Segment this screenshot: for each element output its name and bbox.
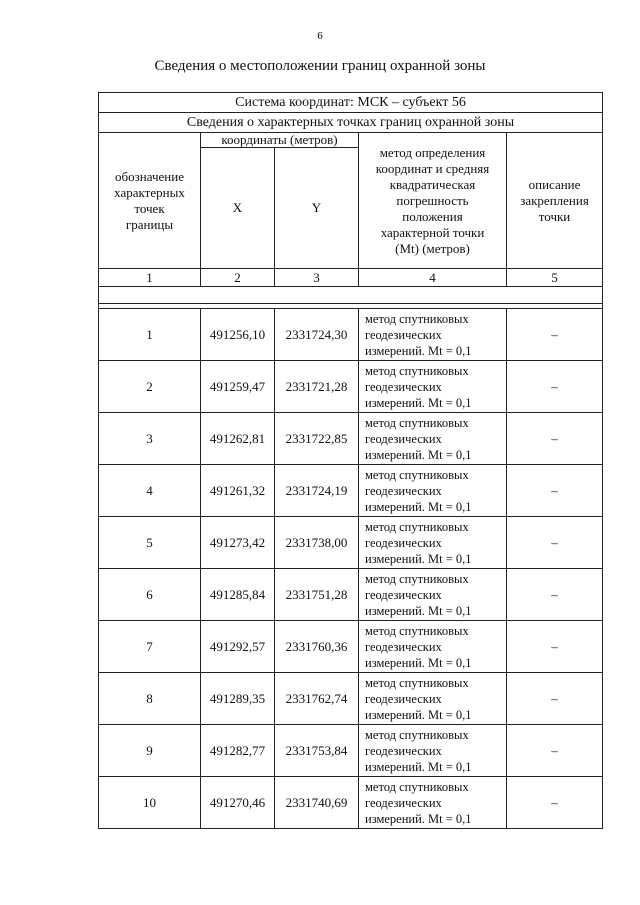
points-info-row xyxy=(99,113,603,133)
empty-row xyxy=(99,287,603,304)
table-row xyxy=(99,465,603,517)
points-info-cell: Сведения о характерных точках границ охранной зоны xyxy=(99,113,603,133)
point-id-cell: 10 xyxy=(99,777,201,829)
header-method-line: характерной точки xyxy=(380,224,485,240)
description-cell: – xyxy=(507,621,603,673)
table-row xyxy=(99,673,603,725)
description-cell: – xyxy=(507,309,603,361)
header-x: X xyxy=(201,148,275,269)
header-row xyxy=(99,133,603,148)
table-row xyxy=(99,621,603,673)
method-line: метод спутниковых xyxy=(365,779,469,794)
empty-cell xyxy=(99,287,603,304)
header-method-line: координат и средняя xyxy=(375,160,490,176)
method-line: измерений. Mt = 0,1 xyxy=(365,343,472,358)
method-cell xyxy=(359,309,507,361)
method-cell xyxy=(359,725,507,777)
method-line: измерений. Mt = 0,1 xyxy=(365,395,472,410)
header-coordinates: координаты (метров) xyxy=(201,133,359,148)
description-cell: – xyxy=(507,361,603,413)
method-line: геодезических xyxy=(365,743,442,758)
header-description-line: закрепления xyxy=(520,192,589,208)
point-id-cell: 6 xyxy=(99,569,201,621)
method-line: метод спутниковых xyxy=(365,571,469,586)
table-row xyxy=(99,361,603,413)
column-numbers-row xyxy=(99,269,603,287)
table-row xyxy=(99,569,603,621)
header-designation-line: обозначение xyxy=(115,168,184,184)
y-coordinate-cell: 2331724,30 xyxy=(275,309,359,361)
method-line: метод спутниковых xyxy=(365,727,469,742)
y-coordinate-cell: 2331738,00 xyxy=(275,517,359,569)
x-coordinate-cell: 491270,46 xyxy=(201,777,275,829)
description-cell: – xyxy=(507,465,603,517)
point-id-cell: 5 xyxy=(99,517,201,569)
method-line: метод спутниковых xyxy=(365,675,469,690)
header-description-line: описание xyxy=(528,176,581,192)
document-title: Сведения о местоположении границ охранной зоны xyxy=(154,58,486,74)
column-number: 1 xyxy=(99,269,201,287)
table-row xyxy=(99,725,603,777)
header-method-line: (Mt) (метров) xyxy=(395,240,470,256)
column-number: 5 xyxy=(507,269,603,287)
method-cell xyxy=(359,569,507,621)
column-number: 3 xyxy=(275,269,359,287)
header-designation-line: характерных xyxy=(114,184,185,200)
header-y: Y xyxy=(275,148,359,269)
x-coordinate-cell: 491289,35 xyxy=(201,673,275,725)
method-line: метод спутниковых xyxy=(365,519,469,534)
description-cell: – xyxy=(507,725,603,777)
method-line: метод спутниковых xyxy=(365,415,469,430)
method-cell xyxy=(359,621,507,673)
x-coordinate-cell: 491259,47 xyxy=(201,361,275,413)
point-id-cell: 4 xyxy=(99,465,201,517)
x-coordinate-cell: 491273,42 xyxy=(201,517,275,569)
point-id-cell: 3 xyxy=(99,413,201,465)
method-cell xyxy=(359,413,507,465)
method-cell xyxy=(359,673,507,725)
y-coordinate-cell: 2331753,84 xyxy=(275,725,359,777)
column-number: 2 xyxy=(201,269,275,287)
method-line: геодезических xyxy=(365,327,442,342)
description-cell: – xyxy=(507,413,603,465)
coord-system-row xyxy=(99,93,603,113)
method-line: измерений. Mt = 0,1 xyxy=(365,707,472,722)
point-id-cell: 8 xyxy=(99,673,201,725)
x-coordinate-cell: 491262,81 xyxy=(201,413,275,465)
x-coordinate-cell: 491261,32 xyxy=(201,465,275,517)
method-cell xyxy=(359,517,507,569)
method-cell xyxy=(359,361,507,413)
method-line: геодезических xyxy=(365,587,442,602)
header-method-line: метод определения xyxy=(379,144,486,160)
method-line: геодезических xyxy=(365,379,442,394)
x-coordinate-cell: 491292,57 xyxy=(201,621,275,673)
method-line: метод спутниковых xyxy=(365,311,469,326)
method-line: геодезических xyxy=(365,535,442,550)
description-cell: – xyxy=(507,517,603,569)
table-row xyxy=(99,309,603,361)
header-designation xyxy=(99,133,201,269)
method-line: метод спутниковых xyxy=(365,623,469,638)
point-id-cell: 7 xyxy=(99,621,201,673)
table-row xyxy=(99,517,603,569)
header-description xyxy=(507,133,603,269)
point-id-cell: 1 xyxy=(99,309,201,361)
y-coordinate-cell: 2331722,85 xyxy=(275,413,359,465)
method-line: измерений. Mt = 0,1 xyxy=(365,447,472,462)
method-line: метод спутниковых xyxy=(365,467,469,482)
y-coordinate-cell: 2331751,28 xyxy=(275,569,359,621)
method-line: измерений. Mt = 0,1 xyxy=(365,655,472,670)
method-cell xyxy=(359,465,507,517)
x-coordinate-cell: 491285,84 xyxy=(201,569,275,621)
header-designation-line: границы xyxy=(125,216,174,232)
table-row xyxy=(99,413,603,465)
coordinates-table xyxy=(98,92,603,829)
description-cell: – xyxy=(507,777,603,829)
method-line: измерений. Mt = 0,1 xyxy=(365,811,472,826)
header-description-line: точки xyxy=(538,208,571,224)
table-row xyxy=(99,777,603,829)
method-line: геодезических xyxy=(365,483,442,498)
method-line: геодезических xyxy=(365,795,442,810)
y-coordinate-cell: 2331721,28 xyxy=(275,361,359,413)
method-line: геодезических xyxy=(365,431,442,446)
method-cell xyxy=(359,777,507,829)
method-line: измерений. Mt = 0,1 xyxy=(365,551,472,566)
header-designation-line: точек xyxy=(134,200,165,216)
y-coordinate-cell: 2331724,19 xyxy=(275,465,359,517)
header-method-line: погрешность xyxy=(396,192,469,208)
header-method xyxy=(359,133,507,269)
x-coordinate-cell: 491256,10 xyxy=(201,309,275,361)
point-id-cell: 2 xyxy=(99,361,201,413)
y-coordinate-cell: 2331760,36 xyxy=(275,621,359,673)
point-id-cell: 9 xyxy=(99,725,201,777)
header-method-line: квадратическая xyxy=(389,176,476,192)
x-coordinate-cell: 491282,77 xyxy=(201,725,275,777)
page-number: 6 xyxy=(317,30,323,42)
column-number: 4 xyxy=(359,269,507,287)
header-method-line: положения xyxy=(402,208,463,224)
y-coordinate-cell: 2331740,69 xyxy=(275,777,359,829)
description-cell: – xyxy=(507,569,603,621)
coord-system-cell: Система координат: МСК – субъект 56 xyxy=(99,93,603,113)
description-cell: – xyxy=(507,673,603,725)
method-line: измерений. Mt = 0,1 xyxy=(365,499,472,514)
method-line: геодезических xyxy=(365,639,442,654)
method-line: метод спутниковых xyxy=(365,363,469,378)
method-line: измерений. Mt = 0,1 xyxy=(365,759,472,774)
method-line: геодезических xyxy=(365,691,442,706)
y-coordinate-cell: 2331762,74 xyxy=(275,673,359,725)
method-line: измерений. Mt = 0,1 xyxy=(365,603,472,618)
